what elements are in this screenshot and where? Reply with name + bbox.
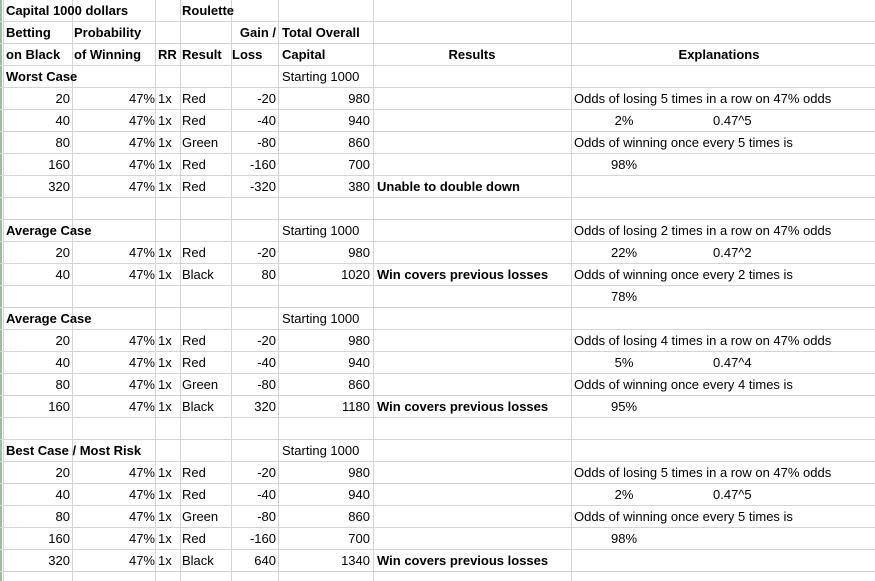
cell-j[interactable]: 78% — [610, 289, 638, 304]
cell-a[interactable]: Best Case / Most Risk — [6, 443, 142, 458]
cell-g[interactable]: Starting 1000 — [282, 69, 360, 84]
cell-c[interactable]: 1x — [158, 377, 172, 392]
sheet-row[interactable] — [0, 528, 875, 550]
cell-h[interactable]: Unable to double down — [377, 179, 520, 194]
sheet-row[interactable] — [0, 484, 875, 506]
cell-b[interactable]: 47% — [128, 333, 155, 348]
cell-h[interactable]: Win covers previous losses — [377, 553, 549, 568]
cell-c[interactable]: 1x — [158, 135, 172, 150]
sheet-row[interactable] — [0, 308, 875, 330]
cell-j[interactable]: Odds of winning once every 2 times is — [574, 267, 793, 282]
cell-a[interactable]: 320 — [48, 553, 70, 568]
cell-b[interactable]: 47% — [128, 553, 155, 568]
cell-e[interactable]: -80 — [257, 135, 276, 150]
sheet-row[interactable] — [0, 550, 875, 572]
cell-a[interactable]: 40 — [55, 487, 70, 502]
cell-a[interactable]: 160 — [48, 399, 70, 414]
cell-c[interactable]: 1x — [158, 267, 172, 282]
cell-e[interactable]: 640 — [254, 553, 276, 568]
sheet-row[interactable] — [0, 176, 875, 198]
cell-c[interactable]: 1x — [158, 509, 172, 524]
cell-a[interactable]: Capital 1000 dollars — [6, 3, 129, 18]
cell-g[interactable]: 1020 — [341, 267, 370, 282]
cell-b[interactable]: 47% — [128, 245, 155, 260]
cell-j[interactable]: 22% — [610, 245, 638, 260]
sheet-row[interactable] — [0, 396, 875, 418]
cell-d[interactable]: Red — [182, 91, 206, 106]
cell-g[interactable]: 980 — [348, 245, 370, 260]
sheet-row[interactable] — [0, 198, 875, 220]
sheet-row[interactable] — [0, 44, 875, 66]
sheet-row[interactable] — [0, 242, 875, 264]
cell-f[interactable]: Roulette — [182, 3, 234, 18]
cell-e[interactable]: -80 — [257, 377, 276, 392]
cell-a[interactable]: 320 — [48, 179, 70, 194]
cell-b[interactable]: 47% — [128, 509, 155, 524]
cell-b[interactable]: 47% — [128, 113, 155, 128]
cell-j[interactable]: Odds of winning once every 4 times is — [574, 377, 793, 392]
cell-e[interactable]: -160 — [249, 531, 276, 546]
cell-j[interactable]: 95% — [610, 399, 638, 414]
cell-g[interactable]: 860 — [348, 135, 370, 150]
cell-c[interactable]: 1x — [158, 399, 172, 414]
cell-k[interactable]: 0.47^5 — [713, 113, 752, 128]
sheet-row[interactable] — [0, 264, 875, 286]
cell-j[interactable]: Odds of winning once every 5 times is — [574, 509, 793, 524]
cell-g[interactable]: 380 — [348, 179, 370, 194]
cell-c[interactable]: 1x — [158, 245, 172, 260]
cell-d[interactable]: Result — [182, 47, 222, 62]
cell-a[interactable]: 20 — [55, 333, 70, 348]
cell-a[interactable]: 80 — [55, 135, 70, 150]
cell-e[interactable]: -20 — [257, 333, 276, 348]
cell-e[interactable]: -40 — [257, 355, 276, 370]
cell-c[interactable]: 1x — [158, 113, 172, 128]
cell-a[interactable]: 160 — [48, 157, 70, 172]
sheet-row[interactable] — [0, 22, 875, 44]
cell-g[interactable]: 1340 — [341, 553, 370, 568]
cell-c[interactable]: 1x — [158, 355, 172, 370]
cell-a[interactable]: 80 — [55, 509, 70, 524]
cell-d[interactable]: Red — [182, 333, 206, 348]
cell-j[interactable]: 2% — [614, 113, 634, 128]
cell-g[interactable]: 860 — [348, 509, 370, 524]
cell-d[interactable]: Red — [182, 355, 206, 370]
sheet-row[interactable] — [0, 330, 875, 352]
cell-d[interactable]: Red — [182, 179, 206, 194]
cell-a[interactable]: 40 — [55, 267, 70, 282]
cell-b[interactable]: 47% — [128, 531, 155, 546]
cell-b[interactable]: 47% — [128, 377, 155, 392]
cell-d[interactable]: Green — [182, 377, 219, 392]
cell-c[interactable]: 1x — [158, 553, 172, 568]
cell-j[interactable]: Odds of losing 4 times in a row on 47% odds — [574, 333, 832, 348]
cell-g[interactable]: 700 — [348, 531, 370, 546]
cell-e[interactable]: -160 — [249, 157, 276, 172]
cell-e[interactable]: -20 — [257, 245, 276, 260]
cell-a[interactable]: Worst Case — [6, 69, 78, 84]
cell-a[interactable]: 20 — [55, 91, 70, 106]
cell-g[interactable]: 940 — [348, 113, 370, 128]
cell-b[interactable]: 47% — [128, 487, 155, 502]
sheet-row[interactable] — [0, 374, 875, 396]
cell-k[interactable]: 0.47^5 — [713, 487, 752, 502]
cell-j[interactable]: Odds of losing 2 times in a row on 47% odds — [574, 223, 832, 238]
cell-d[interactable]: Red — [182, 465, 206, 480]
cell-c[interactable]: 1x — [158, 333, 172, 348]
cell-a[interactable]: 40 — [55, 355, 70, 370]
cell-b[interactable]: 47% — [128, 267, 155, 282]
cell-c[interactable]: 1x — [158, 465, 172, 480]
cell-a[interactable]: Betting — [6, 25, 51, 40]
cell-d[interactable]: Red — [182, 245, 206, 260]
cell-e[interactable]: 80 — [261, 267, 276, 282]
cell-e[interactable]: -80 — [257, 509, 276, 524]
cell-c[interactable]: 1x — [158, 91, 172, 106]
cell-g[interactable]: Starting 1000 — [282, 311, 360, 326]
cell-c[interactable]: 1x — [158, 179, 172, 194]
cell-b[interactable]: 47% — [128, 399, 155, 414]
cell-g[interactable]: Starting 1000 — [282, 443, 360, 458]
cell-h[interactable]: Results — [448, 47, 496, 62]
cell-g[interactable]: Starting 1000 — [282, 223, 360, 238]
sheet-row[interactable] — [0, 286, 875, 308]
cell-c[interactable]: 1x — [158, 157, 172, 172]
cell-a[interactable]: 80 — [55, 377, 70, 392]
sheet-row[interactable] — [0, 462, 875, 484]
sheet-row[interactable] — [0, 132, 875, 154]
cell-e[interactable]: -20 — [257, 465, 276, 480]
cell-g[interactable]: Capital — [282, 47, 326, 62]
cell-c[interactable]: 1x — [158, 531, 172, 546]
sheet-row[interactable] — [0, 110, 875, 132]
cell-c[interactable]: 1x — [158, 487, 172, 502]
cell-a[interactable]: on Black — [6, 47, 61, 62]
cell-a[interactable]: 160 — [48, 531, 70, 546]
cell-d[interactable]: Red — [182, 487, 206, 502]
cell-j[interactable]: 5% — [614, 355, 634, 370]
cell-d[interactable]: Red — [182, 531, 206, 546]
sheet-row[interactable] — [0, 66, 875, 88]
cell-g[interactable]: 1180 — [342, 399, 370, 414]
cell-a[interactable]: 20 — [55, 245, 70, 260]
cell-j[interactable]: Explanations — [678, 47, 760, 62]
cell-b[interactable]: Probability — [74, 25, 142, 40]
cell-j[interactable]: Odds of losing 5 times in a row on 47% odds — [574, 465, 832, 480]
cell-d[interactable]: Red — [182, 157, 206, 172]
cell-c[interactable]: RR — [158, 47, 177, 62]
cell-g[interactable]: 860 — [348, 377, 370, 392]
cell-e[interactable]: -320 — [249, 179, 276, 194]
cell-j[interactable]: Odds of losing 5 times in a row on 47% odds — [574, 91, 832, 106]
cell-a[interactable]: Average Case — [6, 223, 92, 238]
cell-k[interactable]: 0.47^2 — [713, 245, 752, 260]
cell-d[interactable]: Black — [182, 553, 214, 568]
cell-e[interactable]: Loss — [232, 47, 263, 62]
cell-b[interactable]: 47% — [128, 465, 155, 480]
cell-h[interactable]: Win covers previous losses — [377, 399, 549, 414]
cell-b[interactable]: 47% — [128, 91, 155, 106]
cell-b[interactable]: 47% — [128, 157, 155, 172]
cell-g[interactable]: 700 — [348, 157, 370, 172]
cell-a[interactable]: 20 — [55, 465, 70, 480]
cell-b[interactable]: 47% — [128, 135, 155, 150]
cell-b[interactable]: of Winning — [74, 47, 142, 62]
cell-j[interactable]: 98% — [610, 157, 638, 172]
sheet-row[interactable] — [0, 352, 875, 374]
cell-b[interactable]: 47% — [128, 355, 155, 370]
cell-g[interactable]: 940 — [348, 487, 370, 502]
cell-g[interactable]: Total Overall — [282, 25, 360, 40]
cell-d[interactable]: Green — [182, 509, 219, 524]
cell-j[interactable]: Odds of winning once every 5 times is — [574, 135, 793, 150]
cell-g[interactable]: 980 — [348, 91, 370, 106]
cell-e[interactable]: -40 — [257, 113, 276, 128]
cell-d[interactable]: Black — [182, 267, 214, 282]
sheet-row[interactable] — [0, 506, 875, 528]
cell-a[interactable]: 40 — [55, 113, 70, 128]
cell-h[interactable]: Win covers previous losses — [377, 267, 549, 282]
sheet-row[interactable] — [0, 154, 875, 176]
cell-e[interactable]: 320 — [254, 399, 276, 414]
cell-d[interactable]: Black — [182, 399, 214, 414]
cell-a[interactable]: Average Case — [6, 311, 92, 326]
sheet-row[interactable] — [0, 0, 875, 22]
cell-e[interactable]: Gain / — [239, 25, 276, 40]
sheet-row[interactable] — [0, 440, 875, 462]
cell-g[interactable]: 980 — [348, 333, 370, 348]
sheet-row[interactable] — [0, 418, 875, 440]
sheet-row[interactable] — [0, 88, 875, 110]
cell-e[interactable]: -40 — [257, 487, 276, 502]
cell-b[interactable]: 47% — [128, 179, 155, 194]
cell-g[interactable]: 980 — [348, 465, 370, 480]
cell-j[interactable]: 98% — [610, 531, 638, 546]
cell-e[interactable]: -20 — [257, 91, 276, 106]
sheet-row[interactable] — [0, 220, 875, 242]
cell-d[interactable]: Green — [182, 135, 219, 150]
cell-d[interactable]: Red — [182, 113, 206, 128]
cell-j[interactable]: 2% — [614, 487, 634, 502]
cell-k[interactable]: 0.47^4 — [713, 355, 752, 370]
cell-g[interactable]: 940 — [348, 355, 370, 370]
